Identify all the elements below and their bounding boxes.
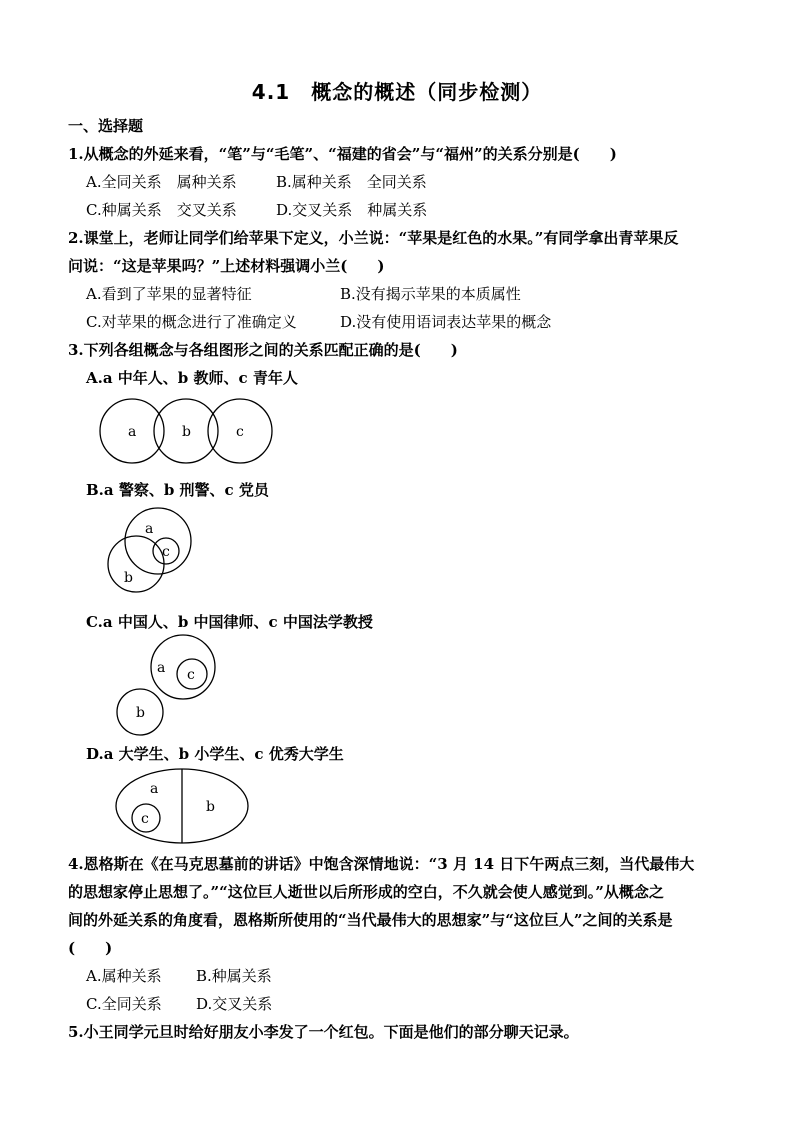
q2-option-c: C.对苹果的概念进行了准确定义 bbox=[86, 313, 297, 331]
q4-stem-line1: 4.恩格斯在《在马克思墓前的讲话》中饱含深情地说：“3 月 14 日下午两点三刻，当代最伟大 bbox=[68, 855, 695, 873]
q4-option-c: C.全同关系 bbox=[86, 995, 162, 1013]
q3-option-a: A.a 中年人、b 教师、c 青年人 bbox=[86, 369, 298, 387]
q3b-label-a: a bbox=[145, 521, 154, 537]
q1-option-a: A.全同关系 属种关系 bbox=[86, 173, 237, 191]
q3c-label-c: c bbox=[187, 667, 195, 683]
q3c-label-b: b bbox=[136, 705, 145, 721]
q3a-label-b: b bbox=[182, 424, 191, 440]
q4-stem-line3: 间的外延关系的角度看，恩格斯所使用的“当代最伟大的思想家”与“这位巨人”之间的关系是 bbox=[68, 911, 673, 929]
q3-option-b: B.a 警察、b 刑警、c 党员 bbox=[86, 481, 269, 499]
q3-option-c: C.a 中国人、b 中国律师、c 中国法学教授 bbox=[86, 613, 373, 631]
q3-stem: 3.下列各组概念与各组图形之间的关系匹配正确的是( ) bbox=[68, 341, 458, 359]
q5-stem: 5.小王同学元旦时给好朋友小李发了一个红包。下面是他们的部分聊天记录。 bbox=[68, 1023, 579, 1041]
q1-option-d: D.交叉关系 种属关系 bbox=[276, 201, 428, 219]
q2-option-b: B.没有揭示苹果的本质属性 bbox=[340, 285, 521, 303]
q4-option-a: A.属种关系 bbox=[86, 967, 162, 985]
section-heading: 一、选择题 bbox=[68, 117, 144, 135]
q3b-label-c: c bbox=[162, 544, 170, 560]
q1-option-b: B.属种关系 全同关系 bbox=[276, 173, 427, 191]
q2-stem-line2: 问说：“这是苹果吗？”上述材料强调小兰( ) bbox=[68, 257, 385, 275]
q3d-label-b: b bbox=[206, 799, 215, 815]
q4-stem-line2: 的思想家停止思想了。”“这位巨人逝世以后所形成的空白，不久就会使人感觉到。”从概念之 bbox=[68, 883, 664, 901]
q2-option-a: A.看到了苹果的显著特征 bbox=[86, 285, 252, 303]
q2-stem-line1: 2.课堂上，老师让同学们给苹果下定义，小兰说：“苹果是红色的水果。”有同学拿出青苹果反 bbox=[68, 229, 679, 247]
q4-stem-line4: ( ) bbox=[68, 939, 113, 957]
q3d-label-c: c bbox=[141, 811, 149, 827]
q4-option-d: D.交叉关系 bbox=[196, 995, 273, 1013]
q2-option-d: D.没有使用语词表达苹果的概念 bbox=[340, 313, 552, 331]
q4-option-b: B.种属关系 bbox=[196, 967, 272, 985]
q1-stem: 1.从概念的外延来看，“笔”与“毛笔”、“福建的省会”与“福州”的关系分别是( ) bbox=[68, 145, 617, 163]
q3b-label-b: b bbox=[124, 570, 133, 586]
page-title: 4.1 概念的概述（同步检测） bbox=[251, 80, 543, 104]
q3d-label-a: a bbox=[150, 781, 159, 797]
q3a-label-a: a bbox=[128, 424, 137, 440]
q1-option-c: C.种属关系 交叉关系 bbox=[86, 201, 237, 219]
q3-option-d: D.a 大学生、b 小学生、c 优秀大学生 bbox=[86, 745, 344, 763]
q3c-label-a: a bbox=[157, 660, 166, 676]
q3a-label-c: c bbox=[236, 424, 244, 440]
